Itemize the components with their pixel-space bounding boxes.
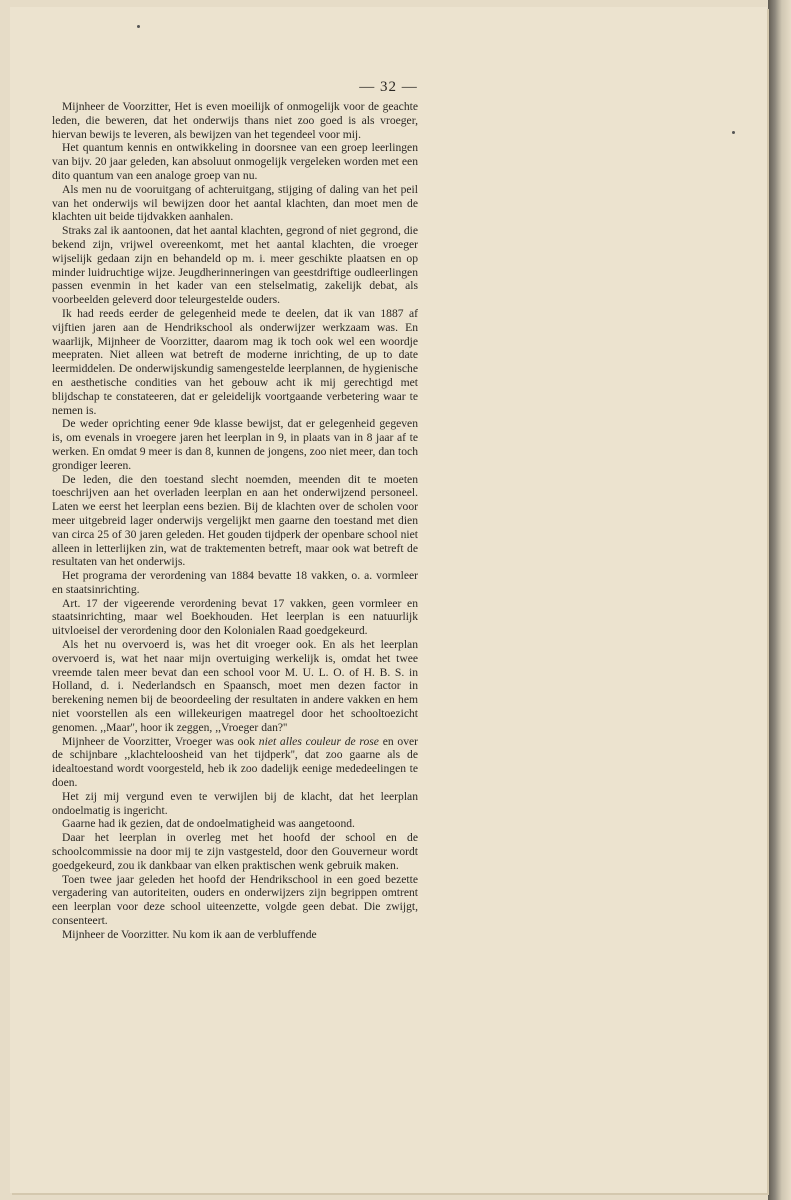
paragraph: Het quantum kennis en ontwikkeling in doorsnee van een groep leerlingen van bijv. 20 jaar geleden, kan absoluut onmogelijk vergeleken worden met een dito quantum van een analoge groep van nu. xyxy=(52,141,418,182)
italic-phrase: niet alles couleur de rose xyxy=(258,734,379,748)
paragraph-text: en over de schijnbare ,,klachteloosheid van het tijdperk'', dat zoo gaarne als de idealtoestand wordt voorgesteld, heb ik zoo dadelijk eenige mededeelingen te doen. xyxy=(52,734,419,790)
paragraph xyxy=(52,735,418,790)
paragraph: Straks zal ik aantoonen, dat het aantal klachten, gegrond of niet gegrond, die bekend zijn, vrijwel overeenkomt, met het aantal klachten, die vroeger wijselijk gedaan zijn en behandeld op m. i. meer geschikte plaatsen en op minder luidruchtige wijze. Jeugdherinneringen van geestdriftige oudleerlingen passen evenmin in het kader van een stelselmatig, zakelijk debat, als voorbeelden geleverd door teleurgestelde ouders. xyxy=(52,224,418,307)
page-edge-shadow xyxy=(768,0,791,1200)
paragraph: Gaarne had ik gezien, dat de ondoelmatigheid was aangetoond. xyxy=(62,817,355,831)
paragraph: Mijnheer de Voorzitter. Nu kom ik aan de verbluffende xyxy=(62,927,317,941)
body-text xyxy=(52,100,418,942)
paragraph: Art. 17 der vigeerende verordening bevat 17 vakken, geen vormleer en staatsinrichting, maar wel Boekhouden. Het leerplan is een natuurlijk uitvloeisel der verordening door den Kolonialen Raad goedgekeurd. xyxy=(52,596,418,638)
paragraph: Ik had reeds eerder de gelegenheid mede te deelen, dat ik van 1887 af vijftien jaren aan de Hendrikschool als onderwijzer werkzaam was. En waarlijk, Mijnheer de Voorzitter, daarom mag ik toch ook wel een woordje meepraten. Niet alleen wat betreft de moderne inrichting, de up to date leermiddelen. De onderwijskundig samengestelde leerplannen, de hygienische en aesthetische condities van het gebouw acht ik mij gerechtigd met blijdschap te constateeren, dat er geleidelijk voortgaande verbetering waar te nemen is. xyxy=(52,306,418,417)
paragraph: Daar het leerplan in overleg met het hoofd der school en de schoolcommissie na door mij te zijn vastgesteld, door den Gouverneur wordt goedgekeurd, zou ik dankbaar van elken praktischen wenk gebruik maken. xyxy=(52,831,418,872)
paragraph: Mijnheer de Voorzitter, Het is even moeilijk of onmogelijk voor de geachte leden, die beweren, dat het onderwijs thans niet zoo goed is als vroeger, hiervan bewijs te leveren, als bewijzen van het tegendeel voor mij. xyxy=(52,100,418,141)
speck-mark xyxy=(137,25,140,28)
paragraph: De leden, die den toestand slecht noemden, meenden dit te moeten toeschrijven aan het overladen leerplan en aan het onderwijzend personeel. Laten we eerst het leerplan eens bezien. Bij de klachten over de scholen voor meer uitgebreid lager onderwijs vergelijkt men gaarne den toestand met dien van circa 25 of 30 jaren geleden. Het gouden tijdperk der openbare school niet alleen in letterlijken zin, wat de traktementen betreft, maar ook wat betreft de resultaten van het onderwijs. xyxy=(52,472,418,569)
paragraph: Het zij mij vergund even te verwijlen bij de klacht, dat het leerplan ondoelmatig is ingericht. xyxy=(52,789,418,817)
paragraph: Als het nu overvoerd is, was het dit vroeger ook. En als het leerplan overvoerd is, wat het naar mijn overtuiging werkelijk is, omdat het twee vreemde talen meer bevat dan een school voor M. U. L. O. of H. B. S. in Holland, d. i. Nederlandsch en Spaansch, moet men dezen factor in berekening nemen bij de beoordeeling der resultaten in andere vakken en hem niet voorstellen als een willekeurigen maatregel door het schooltoezicht genomen. ,,Maar'', hoor ik zeggen, ,,Vroeger dan?'' xyxy=(52,638,418,734)
page-number: — 32 — xyxy=(359,79,418,95)
paragraph: Als men nu de vooruitgang of achteruitgang, stijging of daling van het peil van het onderwijs wil bewijzen door het aantal klachten, dan moet men de klachten uit beide tijdvakken aanhalen. xyxy=(52,182,418,224)
paragraph: Het programa der verordening van 1884 bevatte 18 vakken, o. a. vormleer en staatsinrichting. xyxy=(52,569,418,596)
paragraph: Toen twee jaar geleden het hoofd der Hendrikschool in een goed bezette vergadering van autoriteiten, ouders en onderwijzers zijn begrippen omtrent een leerplan voor deze school uiteenzette, volgde geen debat. Die zwijgt, consenteert. xyxy=(52,872,418,928)
paragraph: De weder oprichting eener 9de klasse bewijst, dat er gelegenheid gegeven is, om evenals in vroegere jaren het leerplan in 9, in plaats van in 8 jaar af te werken. En omdat 9 meer is dan 8, kunnen de jongens, zoo niet meer, dan toch grondiger leeren. xyxy=(52,417,418,472)
speck-mark xyxy=(732,131,735,134)
paragraph-text: Mijnheer de Voorzitter, Vroeger was ook xyxy=(62,734,259,748)
